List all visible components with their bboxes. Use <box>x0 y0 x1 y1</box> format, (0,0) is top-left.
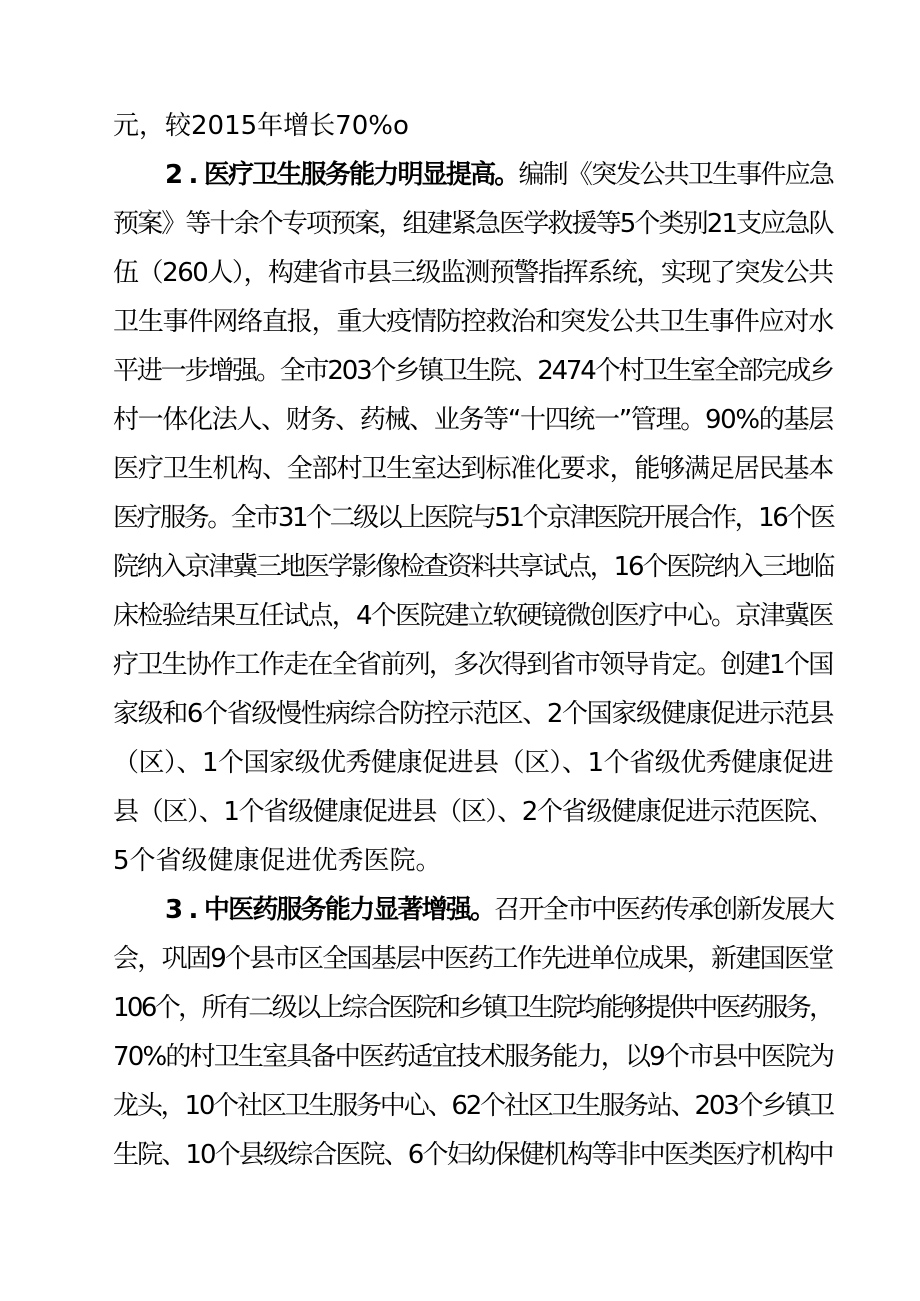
text-line <box>113 841 833 881</box>
text-line <box>113 400 833 440</box>
text-line-content: 县（区）、1个省级健康促进县（区）、2个省级健康促进示范医院、 <box>113 797 834 827</box>
text-line-content: 龙头，10个社区卫生服务中心、62个社区卫生服务站、203个乡镇卫 <box>113 1091 833 1121</box>
text-line-content: 家级和6个省级慢性病综合防控示范区、2个国家级健康促进示范县 <box>113 699 833 729</box>
text-line <box>113 449 833 489</box>
text-line-content: 编制《突发公共卫生事件应急 <box>518 160 834 190</box>
text-line <box>113 939 833 979</box>
text-line-content: 平进一步增强。全市203个乡镇卫生院、2474个村卫生室全部完成乡 <box>113 356 833 386</box>
text-line-content: 召开全市中医药传承创新发展大 <box>494 895 834 925</box>
text-line-content: 生院、10个县级综合医院、6个妇幼保健机构等非中医类医疗机构中 <box>113 1140 833 1170</box>
text-line <box>113 645 833 685</box>
text-line <box>113 1135 833 1175</box>
text-line <box>113 694 833 734</box>
text-line <box>113 596 833 636</box>
text-line <box>113 743 833 783</box>
text-line <box>113 988 833 1028</box>
text-line-content: 卫生事件网络直报，重大疫情防控救治和突发公共卫生事件应对水 <box>113 307 834 337</box>
section-2-first-line <box>165 155 833 195</box>
text-line <box>113 351 833 391</box>
text-line <box>113 498 833 538</box>
text-line-content: 医疗服务。全市31个二级以上医院与51个京津医院开展合作，16个医 <box>113 503 834 533</box>
text-line-content: 医疗卫生机构、全部村卫生室达到标准化要求，能够满足居民基本 <box>113 454 834 484</box>
text-line-content: 70%的村卫生室具备中医药适宜技术服务能力，以9个市县中医院为 <box>113 1042 834 1072</box>
section-3-first-line <box>165 890 833 930</box>
text-line <box>113 204 833 244</box>
text-line <box>113 302 833 342</box>
text-line-content: 院纳入京津冀三地医学影像检查资料共享试点，16个医院纳入三地临 <box>113 552 834 582</box>
text-line-content: 106个，所有二级以上综合医院和乡镇卫生院均能够提供中医药服务， <box>113 993 833 1023</box>
section-3-heading: 3 . 中医药服务能力显著增强。 <box>165 895 495 925</box>
section-2-heading: 2 . 医疗卫生服务能力明显提高。 <box>165 160 519 190</box>
text-line-content: 村一体化法人、财务、药械、业务等“十四统一”管理。90%的基层 <box>113 405 833 435</box>
text-line <box>113 106 833 146</box>
text-line-content: 床检验结果互任试点，4个医院建立软硬镜微创医疗中心。京津冀医 <box>113 601 833 631</box>
text-line-content: 5个省级健康促进优秀医院。 <box>113 846 442 876</box>
text-line <box>113 1086 833 1126</box>
text-line <box>113 792 833 832</box>
text-line-content: （区）、1个国家级优秀健康促进县（区）、1个省级优秀健康促进 <box>113 748 834 778</box>
text-line <box>113 1037 833 1077</box>
text-line-content: 伍（260人），构建省市县三级监测预警指挥系统，实现了突发公共 <box>113 258 833 288</box>
text-line <box>113 547 833 587</box>
text-line-content: 预案》等十余个专项预案，组建紧急医学救援等5个类别21支应急队 <box>113 209 833 239</box>
text-line-content: 元，较2015年增长70%o <box>113 111 409 141</box>
text-line-content: 疗卫生协作工作走在全省前列，多次得到省市领导肯定。创建1个国 <box>113 650 833 680</box>
text-line-content: 会，巩固9个县市区全国基层中医药工作先进单位成果，新建国医堂 <box>113 944 833 974</box>
text-line <box>113 253 833 293</box>
